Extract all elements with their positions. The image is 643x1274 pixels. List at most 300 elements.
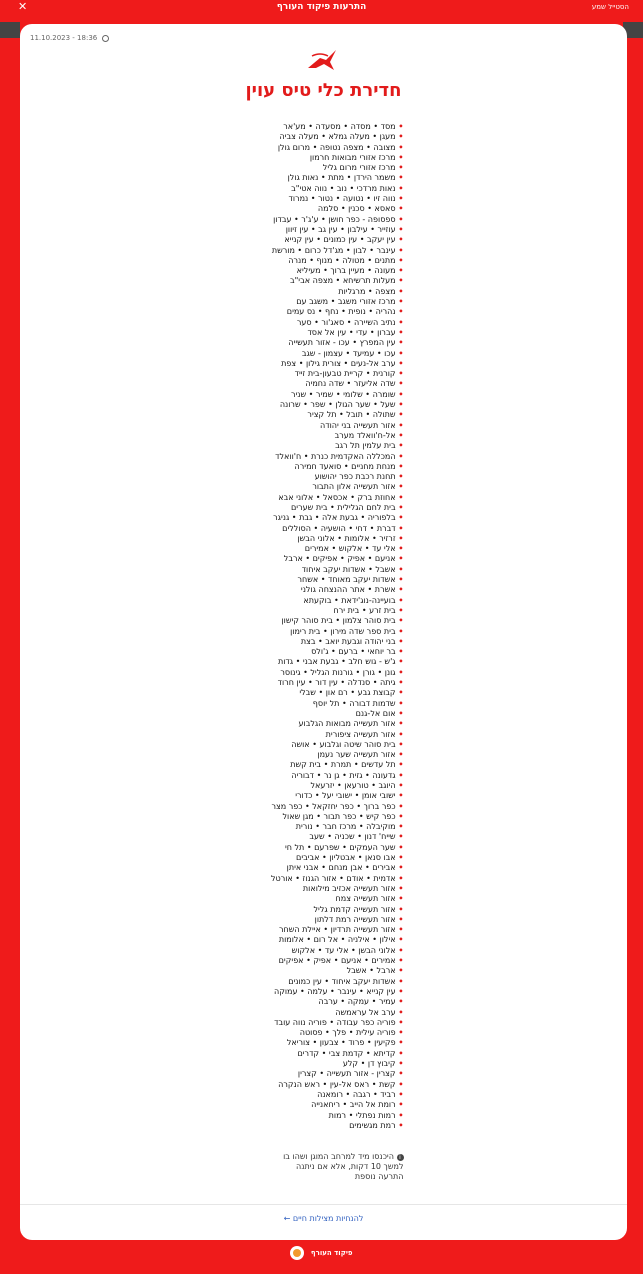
alert-timestamp [30, 34, 109, 42]
area-row-text: מרכז אזורי מרום גליל [322, 163, 396, 173]
area-row [244, 390, 404, 400]
area-row-text: מנחת מחניים • סואעד חמירה [294, 461, 396, 471]
bullet-icon: • [395, 327, 404, 337]
lifesaving-guidelines-link[interactable] [20, 1214, 627, 1223]
area-row-text: עין יעקב • עין כמונים • עין קנייא [284, 235, 396, 245]
bullet-icon: • [395, 245, 404, 255]
area-row-text: אשבל • אשדות יעקב איחוד [301, 564, 396, 574]
footer-brand [0, 1246, 643, 1260]
area-row-text: מרכז אזורי משגב • משגב עם [296, 297, 396, 307]
area-row [244, 925, 404, 935]
area-row [244, 472, 404, 482]
area-row-text: עין קנייא • עינבר • עלמה • עמוקה [273, 986, 396, 996]
area-row [244, 225, 404, 235]
area-row [244, 1069, 404, 1079]
bullet-icon: • [395, 461, 404, 471]
bullet-icon: • [395, 513, 404, 523]
area-row-text: רמות נפתלי • רמות [328, 1110, 396, 1120]
bullet-icon: • [395, 678, 404, 688]
area-row [244, 1121, 404, 1131]
area-row [244, 513, 404, 523]
bullet-icon: • [395, 544, 404, 554]
area-row-text: מצפה • מרגליות [338, 286, 396, 296]
area-row-text: אזור תעשייה צמח [335, 894, 396, 904]
bullet-icon: • [395, 976, 404, 986]
bullet-icon: • [395, 636, 404, 646]
area-row-text: שייח' דנון • שכניה • שעב [309, 832, 396, 842]
area-row-text: עין המפרץ • עכו - אזור תעשייה [288, 338, 396, 348]
area-row-text: מעגן • מעלה גמלא • מעלה צביה [279, 132, 396, 142]
footer-label: פיקוד העורף [310, 1249, 353, 1257]
area-row [244, 493, 404, 503]
area-row [244, 627, 404, 637]
area-row [244, 668, 404, 678]
bullet-icon: • [395, 904, 404, 914]
area-row [244, 760, 404, 770]
area-row [244, 215, 404, 225]
area-row-text: אזור תעשייה מבואות הגלבוע [298, 719, 396, 729]
area-row-text: קשת • ראס אל-עין • ראש הנקרה [278, 1079, 396, 1089]
area-row-text: גיתה • סנדלה • עין דור • עין חרוד [277, 678, 396, 688]
bullet-icon: • [395, 255, 404, 265]
area-row [244, 1018, 404, 1028]
bullet-icon: • [395, 410, 404, 420]
bullet-icon: • [395, 317, 404, 327]
bullet-icon: • [395, 1069, 404, 1079]
area-row-text: אלוני הבשן • אלי עד • אלקוש [291, 945, 396, 955]
area-row-text: קורנית • קריית טבעון-בית זייד [294, 369, 396, 379]
area-row-text: ישובי אומן • ישובי יעל • כדורי [295, 791, 396, 801]
area-row [244, 657, 404, 667]
bullet-icon: • [395, 266, 404, 276]
area-row [244, 616, 404, 626]
bullet-icon: • [395, 400, 404, 410]
bullet-icon: • [395, 956, 404, 966]
area-row-text: אדמית • אודם • אזור הגנוז • אורטל [270, 873, 396, 883]
bullet-icon: • [395, 492, 404, 502]
app-header [0, 0, 643, 17]
bullet-icon: • [395, 605, 404, 615]
bullet-icon: • [395, 533, 404, 543]
bullet-icon: • [395, 616, 404, 626]
area-row [244, 740, 404, 750]
bullet-icon: • [395, 142, 404, 152]
area-row [244, 132, 404, 142]
area-row-text: המכללה האקדמית כנרת • ח'וואלד [275, 451, 396, 461]
note-line-3: התרעה נוספת [354, 1172, 404, 1181]
instruction-note [20, 1152, 627, 1182]
bullet-icon: • [395, 626, 404, 636]
bullet-icon: • [395, 523, 404, 533]
bullet-icon: • [395, 441, 404, 451]
area-row-text: אזור תעשייה בני יהודה [320, 420, 396, 430]
bullet-icon: • [395, 997, 404, 1007]
area-row-text: ערב אל עראמשה [335, 1007, 396, 1017]
area-row [244, 966, 404, 976]
area-row [244, 647, 404, 657]
area-row [244, 359, 404, 369]
aircraft-icon [306, 48, 338, 72]
area-row-text: בית עלמין תל רגב [335, 441, 396, 451]
bullet-icon: • [395, 770, 404, 780]
home-front-command-logo-icon [290, 1246, 304, 1260]
area-row [244, 410, 404, 420]
area-row [244, 307, 404, 317]
area-row-text: אבירים • אבן מנחם • אבני איתן [286, 863, 396, 873]
divider [20, 1204, 627, 1205]
bullet-icon: • [395, 1079, 404, 1089]
area-row-text: קדיתא • קדמת צבי • קדרים [297, 1048, 396, 1058]
area-row [244, 791, 404, 801]
bullet-icon: • [395, 719, 404, 729]
area-row [244, 204, 404, 214]
bullet-icon: • [395, 1028, 404, 1038]
bullet-icon: • [395, 585, 404, 595]
bullet-icon: • [395, 224, 404, 234]
bullet-icon: • [395, 781, 404, 790]
area-row [244, 431, 404, 441]
area-row [244, 369, 404, 379]
area-row-text: גדעונה • גזית • גן נר • דבוריה [291, 770, 396, 780]
bullet-icon: • [395, 472, 404, 482]
bullet-icon: • [395, 811, 404, 821]
bullet-icon: • [395, 358, 404, 368]
area-row-text: ארבל • אשבל [346, 966, 396, 976]
area-row-text: אבו סנאן • אבטליון • אביבים [296, 853, 396, 863]
area-row-text: בועיינה-נוג'ידאת • בוקעתא [303, 595, 396, 605]
area-row [244, 812, 404, 822]
bullet-icon: • [395, 832, 404, 842]
area-row [244, 606, 404, 616]
bullet-icon: • [395, 945, 404, 955]
area-row-text: שדה אליעזר • שדה נחמיה [305, 379, 396, 389]
bullet-icon: • [395, 1089, 404, 1099]
area-row-text: אזור תעשייה שער נעמן [317, 750, 396, 760]
area-row [244, 1049, 404, 1059]
bullet-icon: • [395, 132, 404, 142]
area-row [244, 719, 404, 729]
area-row-text: עמיר • עמקה • ערבה [318, 997, 396, 1007]
area-row [244, 843, 404, 853]
bullet-icon: • [395, 986, 404, 996]
bullet-icon: • [395, 853, 404, 863]
area-row [244, 256, 404, 266]
area-row [244, 421, 404, 431]
area-row-text: היוגב • טורעאן • יזרעאל [310, 781, 396, 790]
area-row [244, 266, 404, 276]
area-row-text: מעונה • מעיין ברוך • מעיליא [296, 266, 396, 276]
area-row-text: עכו • עמיעד • עצמון - שגב [301, 348, 396, 358]
area-row-text: ג'ש - גוש חלב • גבעת אבני • גדות [277, 657, 396, 667]
area-row-text: אמירים • אניעם • אפיק • אפיקים [278, 956, 396, 966]
area-row-text: אילון • אילניה • אל רום • אלומות [278, 935, 396, 945]
area-row [244, 853, 404, 863]
bullet-icon: • [395, 791, 404, 801]
area-row [244, 276, 404, 286]
bullet-icon: • [395, 750, 404, 760]
area-row [244, 565, 404, 575]
area-row-text: פקיעין • פרוד • צבעון • צוריאל [286, 1038, 396, 1048]
area-row-text: אזור תעשייה אלון התבור [312, 482, 396, 492]
area-row [244, 173, 404, 183]
area-row-text: שומרה • שלומי • שמיר • שניר [290, 389, 396, 399]
area-row-text: אזור תעשייה ציפורית [325, 729, 396, 739]
header-right-text: הסטייל שמע [591, 3, 629, 11]
area-row [244, 637, 404, 647]
area-row-text: מסד • מסדה • מסעדה • מע'אר [283, 122, 396, 131]
bullet-icon: • [395, 338, 404, 348]
area-row-text: קצרין - אזור תעשייה • קצרין [297, 1069, 396, 1079]
area-row [244, 122, 404, 132]
area-row-text: עינבר • לבון • מג'דל כרום • מורשת [271, 245, 396, 255]
area-row-text: בית זרע • בית ירח [333, 605, 396, 615]
clock-icon [102, 35, 109, 42]
bullet-icon: • [395, 554, 404, 564]
area-row-text: תל עדשים • תמרת • בית קשת [290, 760, 396, 770]
area-row [244, 452, 404, 462]
area-row-text: משמר הירדן • מתת • נאות גולן [287, 173, 396, 183]
area-row [244, 585, 404, 595]
bullet-icon: • [395, 647, 404, 657]
area-row-text: כפר ברוך • כפר יחזקאל • כפר מצר [271, 801, 396, 811]
area-row [244, 524, 404, 534]
area-row [244, 554, 404, 564]
link-label: להנחיות מצילות חיים [292, 1214, 364, 1223]
bullet-icon: • [395, 369, 404, 379]
area-row [244, 328, 404, 338]
area-row [244, 287, 404, 297]
area-row-text: אזור תעשייה קדמת גליל [313, 904, 396, 914]
area-row-text: בית סוהר צלמון • בית סוהר קישון [281, 616, 396, 626]
bullet-icon: • [395, 966, 404, 976]
area-row-text: רומת אל הייב • ריחאנייה [311, 1100, 396, 1110]
area-row-text: שעל • שער הגולן • שפר • שרונה [279, 400, 396, 410]
area-row [244, 802, 404, 812]
bullet-icon: • [395, 842, 404, 852]
area-row-text: תחנת רכבת כפר יהושוע [314, 472, 396, 482]
area-list [20, 122, 627, 1131]
area-row [244, 349, 404, 359]
area-row [244, 338, 404, 348]
area-row [244, 1028, 404, 1038]
area-row [244, 503, 404, 513]
bullet-icon: • [395, 482, 404, 492]
note-line-2: למשך 10 דקות, אלא אם ניתנה [296, 1162, 404, 1171]
area-row-text: אום אל-גנם [355, 708, 396, 718]
area-row-text: גונן • גורן • גורנות הגליל • גינוסר [280, 667, 396, 677]
area-row-text: אלי עד • אלקוש • אמירים [304, 544, 396, 554]
area-row [244, 863, 404, 873]
area-row [244, 884, 404, 894]
bullet-icon: • [395, 760, 404, 770]
area-row [244, 709, 404, 719]
alert-heading: חדירת כלי טיס עוין [245, 80, 402, 101]
area-row [244, 153, 404, 163]
area-row [244, 832, 404, 842]
area-row [244, 915, 404, 925]
bullet-icon: • [395, 451, 404, 461]
bullet-icon: • [395, 873, 404, 883]
area-row-text: נתיב השיירה • סאג'ור • סער [296, 317, 396, 327]
area-row [244, 379, 404, 389]
note-line-1: היכנסו מיד למרחב המוגן ושהו בו [283, 1152, 394, 1161]
area-row-text: רביד • רגבה • רומאנה [317, 1089, 396, 1099]
area-row-text: אזור תעשייה אכזיב מילואות [302, 883, 396, 893]
bullet-icon: • [395, 657, 404, 667]
bullet-icon: • [395, 667, 404, 677]
bullet-icon: • [395, 883, 404, 893]
timestamp-text: 11.10.2023 - 18:36 [30, 34, 98, 42]
area-row-text: אל-ח'וואלד מערב [334, 430, 396, 440]
bullet-icon: • [395, 1120, 404, 1130]
bullet-icon: • [395, 173, 404, 183]
area-row-text: בני יהודה וגבעת יואב • בצת [300, 636, 396, 646]
area-row-text: מתנים • מטולה • מנוף • מנרה [288, 255, 396, 265]
bullet-icon: • [395, 595, 404, 605]
area-row [244, 771, 404, 781]
bullet-icon: • [395, 1017, 404, 1027]
area-row [244, 894, 404, 904]
area-row [244, 462, 404, 472]
area-row [244, 822, 404, 832]
area-row-text: שתולה • תובל • תל קציר [307, 410, 396, 420]
bullet-icon: • [395, 276, 404, 286]
area-row [244, 699, 404, 709]
area-row-text: שדמות דבורה • תל יוסף [312, 698, 396, 708]
area-row [244, 750, 404, 760]
area-row-text: אשדות יעקב איחוד • עין כמונים [288, 976, 396, 986]
area-row [244, 678, 404, 688]
bullet-icon: • [395, 420, 404, 430]
close-icon[interactable]: ✕ [18, 0, 28, 13]
area-row [244, 781, 404, 791]
area-row-text: אזור תעשייה תרדיון • איילת השחר [278, 925, 396, 935]
bullet-icon: • [395, 194, 404, 204]
area-row [244, 482, 404, 492]
area-row [244, 935, 404, 945]
bullet-icon: • [395, 1059, 404, 1069]
area-row [244, 688, 404, 698]
bullet-icon: • [395, 379, 404, 389]
area-row-text: אשרת • אתר ההנצחה גולני [300, 585, 396, 595]
area-row-text: בית ספר שדה מירון • בית רימון [290, 626, 396, 636]
bullet-icon: • [395, 348, 404, 358]
bullet-icon: • [395, 1100, 404, 1110]
alert-card [20, 24, 627, 1240]
area-row [244, 596, 404, 606]
area-row-text: אניעם • אפיק • אפיקים • ארבל [283, 554, 396, 564]
area-row-text: עוזייר • עילבון • עין גב • עין זיוון [285, 224, 396, 234]
area-row-text: מעלות תרשיחא • מצפה אבי"ב [290, 276, 396, 286]
area-row-text: קיבוץ דן • קלע [342, 1059, 396, 1069]
area-row [244, 987, 404, 997]
bullet-icon: • [395, 863, 404, 873]
area-row-text: אשדות יעקב מאוחד • אשחר [297, 575, 396, 585]
bullet-icon: • [395, 297, 404, 307]
area-row-text: פוריה עילית • פלך • פסוטה [299, 1028, 396, 1038]
area-row-text: עברון • עדי • עין אל אסד [307, 327, 396, 337]
area-row [244, 730, 404, 740]
area-row [244, 1059, 404, 1069]
bullet-icon: • [395, 688, 404, 698]
bullet-icon: • [395, 822, 404, 832]
area-row [244, 1090, 404, 1100]
area-row [244, 874, 404, 884]
area-row-text: רמת מגשימים [349, 1120, 396, 1130]
area-row [244, 163, 404, 173]
area-row [244, 946, 404, 956]
area-row-text: נווה זיו • נטועה • נטור • נמרוד [288, 194, 396, 204]
area-row [244, 246, 404, 256]
bullet-icon: • [395, 1007, 404, 1017]
area-row-text: ספסופה - כפר חושן • ע'ג'ר • עבדון [273, 214, 396, 224]
bullet-icon: • [395, 152, 404, 162]
bullet-icon: • [395, 575, 404, 585]
area-row-text: קבוצת גבע • רם און • שבלי [299, 688, 396, 698]
area-row [244, 534, 404, 544]
area-row [244, 1100, 404, 1110]
area-row-text: בית סוהר שיטה וגלבוע • אושה [291, 739, 396, 749]
bullet-icon: • [395, 801, 404, 811]
bullet-icon: • [395, 729, 404, 739]
area-row [244, 1008, 404, 1018]
bullet-icon: • [395, 122, 404, 131]
area-row-text: אחוזת ברק • אכסאל • אלוני אבא [278, 492, 396, 502]
area-row [244, 1111, 404, 1121]
arrow-left-icon: ← [283, 1214, 291, 1223]
area-row [244, 297, 404, 307]
bullet-icon: • [395, 914, 404, 924]
area-row [244, 997, 404, 1007]
area-row [244, 400, 404, 410]
area-row-text: כפר קיש • כפר תבור • מגן שאול [282, 811, 396, 821]
area-row-text: זרזיר • אלומות • אלוני הבשן [297, 533, 396, 543]
bullet-icon: • [395, 214, 404, 224]
bullet-icon: • [395, 183, 404, 193]
bullet-icon: • [395, 430, 404, 440]
bullet-icon: • [395, 163, 404, 173]
area-row [244, 1038, 404, 1048]
bullet-icon: • [395, 389, 404, 399]
bullet-icon: • [395, 1048, 404, 1058]
area-row-text: נאות מרדכי • נוב • נווה אטי"ב [291, 183, 396, 193]
area-row [244, 441, 404, 451]
area-row [244, 956, 404, 966]
area-row [244, 905, 404, 915]
bullet-icon: • [395, 708, 404, 718]
bullet-icon: • [395, 307, 404, 317]
area-row-text: נהריה • נופית • נחף • נס עמים [286, 307, 396, 317]
area-row-text: ערב אל-נעים • צורית גילון • צפת [281, 358, 396, 368]
area-row-text: מרכז אזורי מבואות חרמון [309, 152, 396, 162]
background-strip-left [0, 22, 20, 38]
area-row [244, 194, 404, 204]
bullet-icon: • [395, 739, 404, 749]
area-row-text: מצובה • מצפה נטופה • מרום גולן [277, 142, 396, 152]
area-row-text: אזור תעשייה רמת דלתון [314, 914, 396, 924]
bullet-icon: • [395, 925, 404, 935]
bullet-icon: • [395, 935, 404, 945]
bullet-icon: • [395, 564, 404, 574]
area-row-text: מוקיבלה • מרכז חבר • נורית [295, 822, 396, 832]
info-icon: i [397, 1154, 404, 1161]
area-row-text: בר יוחאי • ברעם • ג'ולס [311, 647, 396, 657]
area-row [244, 235, 404, 245]
bullet-icon: • [395, 286, 404, 296]
area-row [244, 575, 404, 585]
area-row [244, 544, 404, 554]
area-row [244, 977, 404, 987]
